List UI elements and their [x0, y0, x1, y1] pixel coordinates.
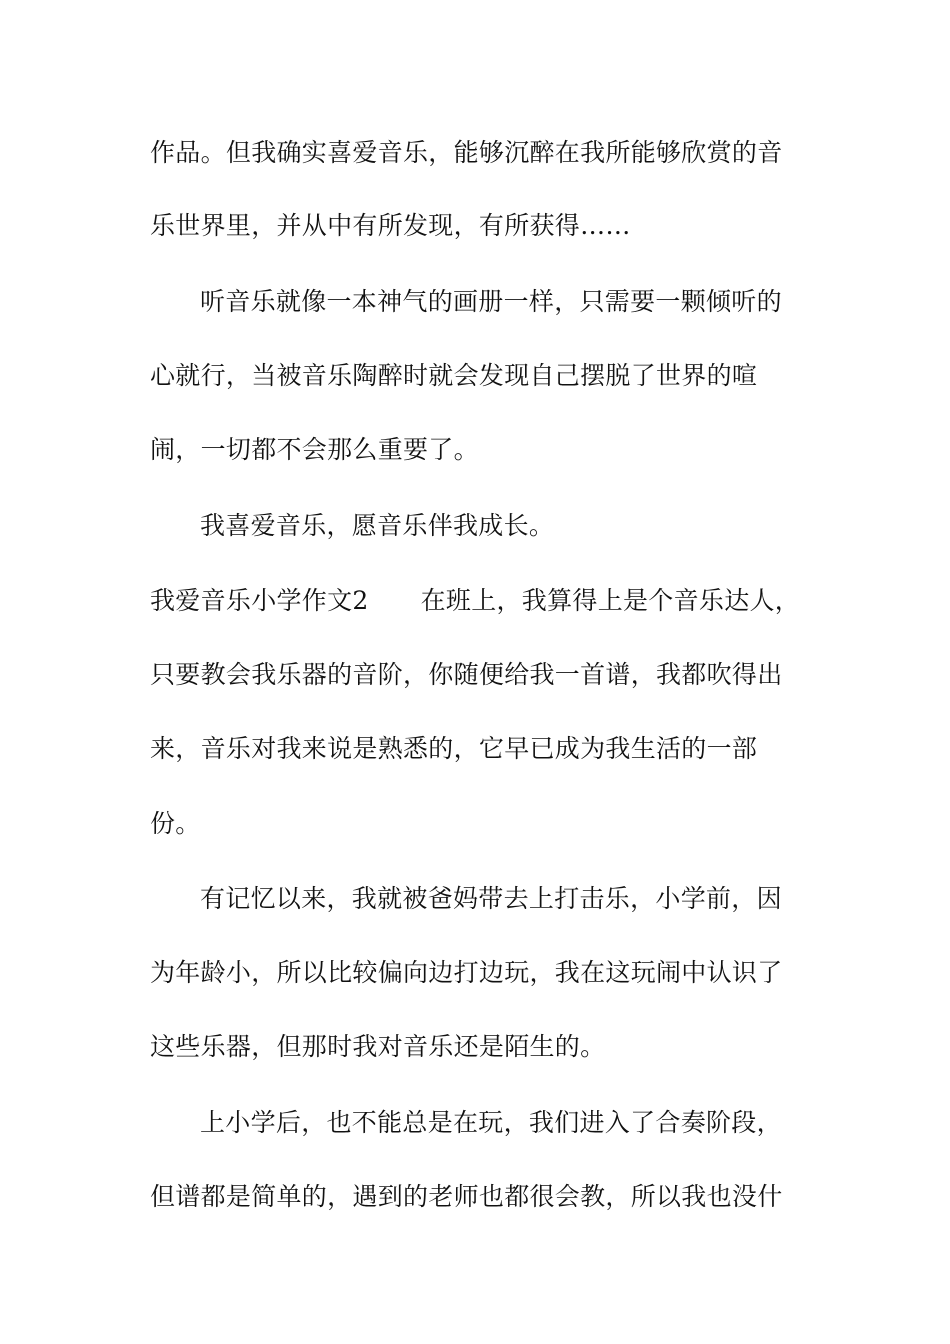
- text-line-2: 乐世界里，并从中有所发现，有所获得……: [150, 211, 631, 240]
- text-line-10: 份。: [150, 809, 201, 838]
- text-line-13: 这些乐器，但那时我对音乐还是陌生的。: [150, 1032, 606, 1061]
- text-line-3: 听音乐就像一本神气的画册一样，只需要一颗倾听的: [200, 287, 782, 316]
- text-line-7: 在班上，我算得上是个音乐达人，: [420, 586, 801, 615]
- text-line-8: 只要教会我乐器的音阶，你随便给我一首谱，我都吹得出: [150, 660, 783, 689]
- text-line-11: 有记忆以来，我就被爸妈带去上打击乐，小学前，因: [200, 884, 782, 913]
- text-line-4: 心就行，当被音乐陶醉时就会发现自己摆脱了世界的喧: [150, 361, 758, 390]
- text-line-12: 为年龄小，所以比较偏向边打边玩，我在这玩闹中认识了: [150, 958, 783, 987]
- text-line-9: 来，音乐对我来说是熟悉的，它早已成为我生活的一部: [150, 734, 758, 763]
- text-line-5: 闹，一切都不会那么重要了。: [150, 435, 479, 464]
- section-heading-line: [150, 581, 810, 621]
- section-title: 我爱音乐小学作文2: [150, 586, 369, 615]
- text-line-14: 上小学后，也不能总是在玩，我们进入了合奏阶段，: [200, 1108, 782, 1137]
- text-line-1: 作品。但我确实喜爱音乐，能够沉醉在我所能够欣赏的音: [150, 138, 783, 167]
- text-line-15: 但谱都是简单的，遇到的老师也都很会教，所以我也没什: [150, 1182, 783, 1211]
- text-line-6: 我喜爱音乐，愿音乐伴我成长。: [200, 511, 555, 540]
